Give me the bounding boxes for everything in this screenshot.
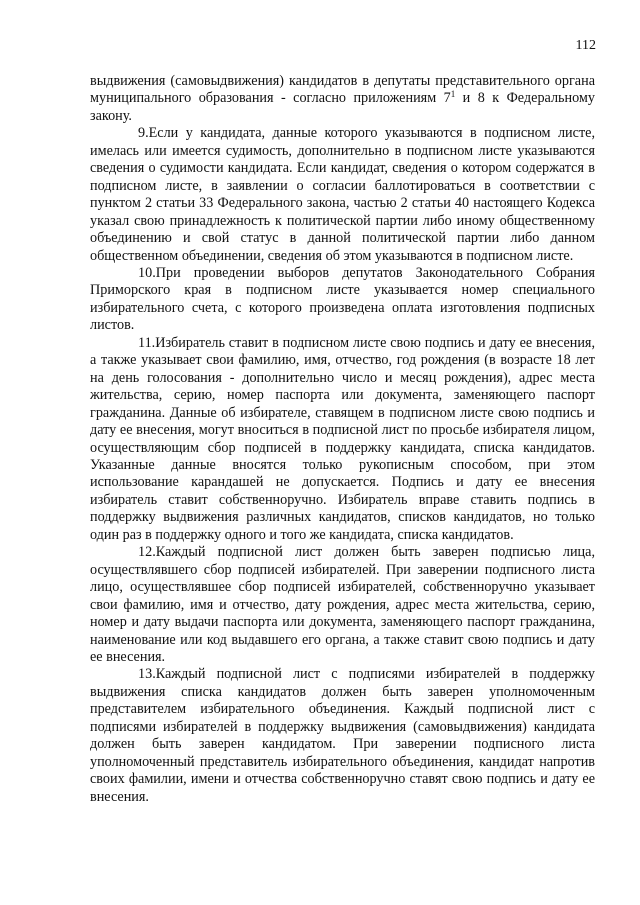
paragraph-10: 10.При проведении выборов депутатов Законодательного Собрания Приморского края в подписном листе указывается номер специального избирательного счета, с которого произведена оплата изготовления подписных листов. — [90, 264, 595, 334]
page-number: 112 — [575, 38, 596, 53]
paragraph-13: 13.Каждый подписной лист с подписями избирателей в поддержку выдвижения списка кандидатов должен быть заверен уполномоченным представителем избирательного объединения. Каждый подписной лист с подписями избирателей в поддержку выдвижения (самовыдвижения) кандидата должен быть заверен кандидатом. При заверении подписного листа уполномоченный представитель избирательного объединения, кандидат напротив своих фамилии, имени и отчества собственноручно ставят свою подпись и дату ее внесения. — [90, 666, 595, 805]
paragraph-9: 9.Если у кандидата, данные которого указываются в подписном листе, имелась или имеется судимость, дополнительно в подписном листе указываются сведения о судимости кандидата. Если кандидат, сведения о котором содержатся в подписном листе, в заявлении о согласии баллотироваться в соответствии с пунктом 2 статьи 33 Федерального закона, частью 2 статьи 40 настоящего Кодекса указал свою принадлежность к политической партии либо иному общественному объединению и свой статус в данной политической партии либо данном общественном объединении, сведения об этом указываются в подписном листе. — [90, 125, 595, 264]
document-body — [90, 73, 595, 806]
intro-text: выдвижения (самовыдвижения) кандидатов в депутаты представительного органа муниципального образования - согласно приложениям 7 — [90, 73, 595, 107]
intro-paragraph — [90, 73, 595, 125]
paragraph-12: 12.Каждый подписной лист должен быть заверен подписью лица, осуществлявшего сбор подписей избирателей. При заверении подписного листа лицо, осуществлявшее сбор подписей избирателей, собственноручно указывает свои фамилию, имя и отчество, дату рождения, адрес места жительства, серию, номер и дату выдачи паспорта или документа, заменяющего паспорт гражданина, наименование или код выдавшего его органа, а также ставит свою подпись и дату ее внесения. — [90, 544, 595, 665]
paragraph-11: 11.Избиратель ставит в подписном листе свою подпись и дату ее внесения, а также указывает свои фамилию, имя, отчество, год рождения (в возрасте 18 лет на день голосования - дополнительно число и месяц рождения), адрес места жительства, серию, номер паспорта или документа, заменяющего паспорт гражданина. Данные об избирателе, ставящем в подписном листе свою подпись и дату ее внесения, могут вноситься в подписной лист по просьбе избирателя лицом, осуществляющим сбор подписей в поддержку кандидата, списка кандидатов. Указанные данные вносятся только рукописным способом, при этом использование карандашей не допускается. Подпись и дату ее внесения избиратель ставит собственноручно. Избиратель вправе ставить подпись в поддержку выдвижения различных кандидатов, списков кандидатов, но только один раз в поддержку одного и того же кандидата, списка кандидатов. — [90, 334, 595, 543]
superscript-index: 1 — [450, 89, 456, 100]
intro-text-end: и 8 к Федеральному закону. — [90, 90, 595, 124]
